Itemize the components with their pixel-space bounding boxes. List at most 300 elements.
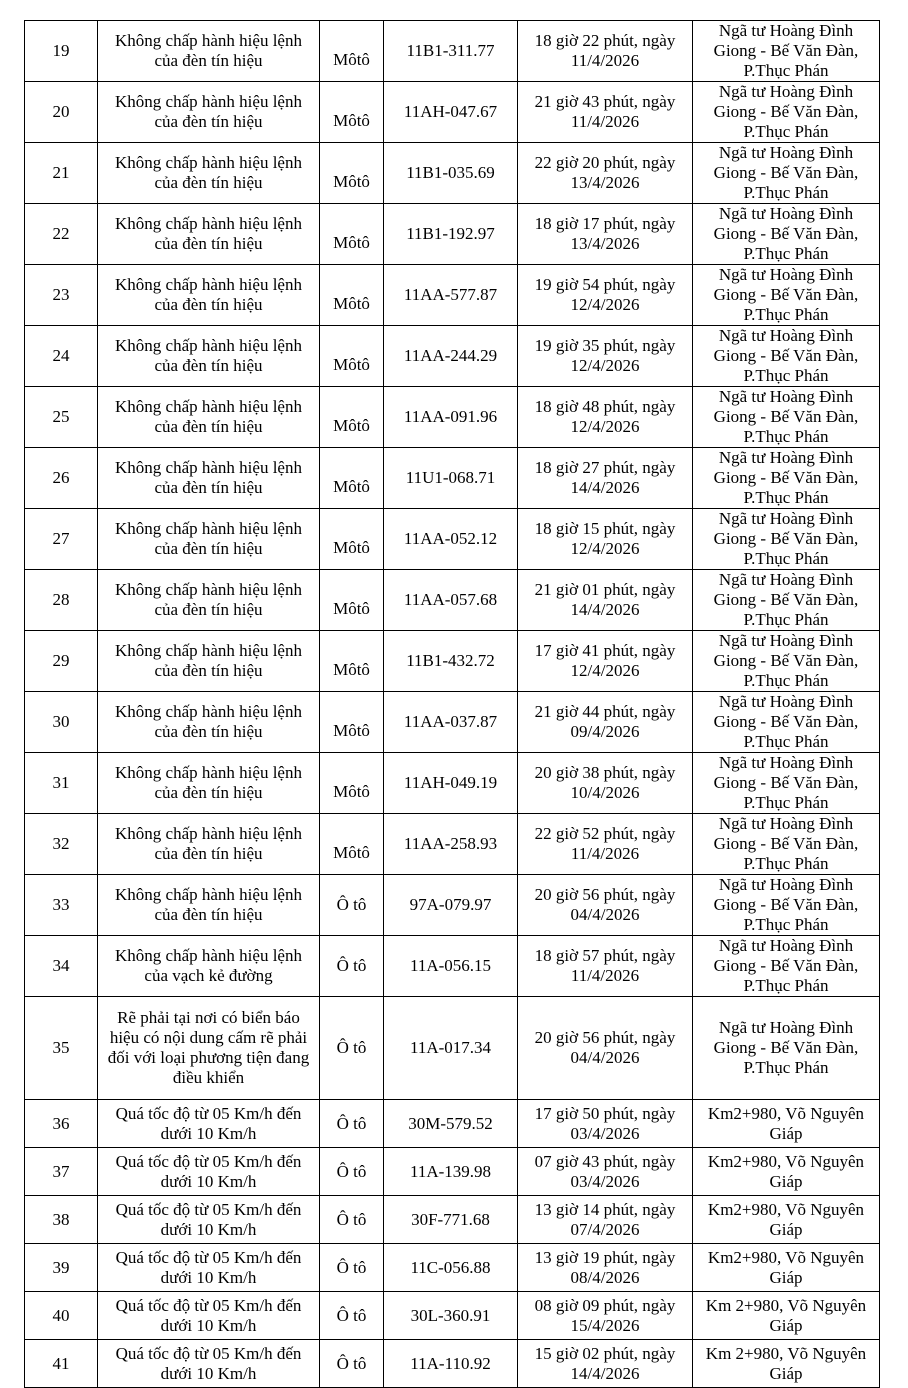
license-plate: 97A-079.97 — [409, 895, 492, 914]
violation-description: Rẽ phải tại nơi có biển báo hiệu có nội dung cấm rẽ phải đối với loại phương tiện đang điều khiển — [107, 1008, 310, 1087]
row-number: 29 — [52, 651, 70, 670]
violation-location-cell — [693, 570, 880, 631]
violation-description-cell — [98, 814, 320, 875]
vehicle-type-cell — [320, 82, 384, 143]
vehicle-type-cell — [320, 387, 384, 448]
violation-time-cell — [518, 570, 693, 631]
violation-location: Ngã tư Hoàng Đình Giong - Bế Văn Đàn, P.Thục Phán — [713, 753, 859, 812]
vehicle-type-cell — [320, 692, 384, 753]
violation-description-cell — [98, 21, 320, 82]
vehicle-type-cell — [320, 448, 384, 509]
violation-time: 20 giờ 56 phút, ngày 04/4/2026 — [534, 885, 676, 924]
row-number-cell — [25, 570, 98, 631]
row-number-cell — [25, 509, 98, 570]
violation-location: Ngã tư Hoàng Đình Giong - Bế Văn Đàn, P.Thục Phán — [713, 21, 859, 80]
violation-description-cell — [98, 82, 320, 143]
row-number: 27 — [52, 529, 70, 548]
vehicle-type-cell — [320, 753, 384, 814]
violation-description-cell — [98, 1340, 320, 1388]
vehicle-type-cell — [320, 997, 384, 1100]
violation-description: Không chấp hành hiệu lệnh của đèn tín hiệu — [115, 885, 302, 924]
table-row — [25, 875, 880, 936]
vehicle-type-cell — [320, 631, 384, 692]
license-plate: 11A-139.98 — [409, 1161, 492, 1181]
table-row — [25, 1340, 880, 1388]
row-number-cell — [25, 1340, 98, 1388]
violation-time-cell — [518, 692, 693, 753]
violation-location: Ngã tư Hoàng Đình Giong - Bế Văn Đàn, P.Thục Phán — [713, 631, 859, 690]
vehicle-type-cell — [320, 265, 384, 326]
violation-location-cell — [693, 1340, 880, 1388]
violation-time: 13 giờ 19 phút, ngày 08/4/2026 — [534, 1247, 676, 1287]
table-row — [25, 1292, 880, 1340]
license-plate-cell — [384, 753, 518, 814]
vehicle-type-cell — [320, 509, 384, 570]
violation-location: Ngã tư Hoàng Đình Giong - Bế Văn Đàn, P.Thục Phán — [713, 204, 859, 263]
vehicle-type-cell — [320, 1196, 384, 1244]
row-number-cell — [25, 936, 98, 997]
violation-description-cell — [98, 1244, 320, 1292]
row-number-cell — [25, 448, 98, 509]
violation-time: 22 giờ 20 phút, ngày 13/4/2026 — [534, 153, 676, 192]
violation-location-cell — [693, 265, 880, 326]
violation-location: Km2+980, Võ Nguyên Giáp — [707, 1151, 865, 1191]
violation-description-cell — [98, 570, 320, 631]
license-plate: 11U1-068.71 — [405, 468, 496, 487]
violation-time-cell — [518, 82, 693, 143]
violation-time-cell — [518, 1340, 693, 1388]
violation-location: Ngã tư Hoàng Đình Giong - Bế Văn Đàn, P.Thục Phán — [713, 509, 859, 568]
license-plate-cell — [384, 82, 518, 143]
table-row — [25, 1244, 880, 1292]
table-row — [25, 1196, 880, 1244]
violation-location-cell — [693, 753, 880, 814]
violation-time: 15 giờ 02 phút, ngày 14/4/2026 — [534, 1343, 676, 1383]
license-plate-cell — [384, 448, 518, 509]
vehicle-type: Ô tô — [336, 1113, 367, 1133]
violation-time-cell — [518, 1100, 693, 1148]
violation-location: Ngã tư Hoàng Đình Giong - Bế Văn Đàn, P.Thục Phán — [713, 265, 859, 324]
table-row — [25, 936, 880, 997]
vehicle-type: Môtô — [333, 782, 370, 801]
vehicle-type: Ô tô — [336, 1209, 367, 1229]
violation-location-cell — [693, 936, 880, 997]
vehicle-type-cell — [320, 326, 384, 387]
violation-time: 18 giờ 57 phút, ngày 11/4/2026 — [534, 946, 676, 985]
vehicle-type: Ô tô — [336, 1161, 367, 1181]
violation-time-cell — [518, 204, 693, 265]
license-plate: 11AA-057.68 — [403, 590, 498, 609]
violation-time-cell — [518, 631, 693, 692]
violation-time-cell — [518, 1292, 693, 1340]
violation-location: Ngã tư Hoàng Đình Giong - Bế Văn Đàn, P.Thục Phán — [713, 448, 859, 507]
license-plate-cell — [384, 1340, 518, 1388]
violation-description-cell — [98, 997, 320, 1100]
violation-time-cell — [518, 509, 693, 570]
row-number-cell — [25, 631, 98, 692]
violation-description: Không chấp hành hiệu lệnh của đèn tín hiệu — [115, 763, 302, 802]
license-plate: 11A-017.34 — [409, 1038, 492, 1057]
vehicle-type: Ô tô — [336, 1305, 367, 1325]
vehicle-type: Môtô — [333, 599, 370, 618]
violations-table-body — [25, 21, 880, 1388]
violation-location-cell — [693, 1100, 880, 1148]
violation-description-cell — [98, 265, 320, 326]
vehicle-type-cell — [320, 936, 384, 997]
vehicle-type: Ô tô — [336, 1038, 367, 1057]
table-row — [25, 326, 880, 387]
violation-location: Ngã tư Hoàng Đình Giong - Bế Văn Đàn, P.Thục Phán — [713, 326, 859, 385]
vehicle-type: Môtô — [333, 355, 370, 374]
violation-location: Ngã tư Hoàng Đình Giong - Bế Văn Đàn, P.Thục Phán — [713, 936, 859, 995]
violation-description-cell — [98, 1148, 320, 1196]
table-row — [25, 997, 880, 1100]
license-plate: 11AH-049.19 — [403, 773, 498, 792]
license-plate: 11AA-577.87 — [403, 285, 498, 304]
row-number: 31 — [52, 773, 70, 792]
violation-description-cell — [98, 753, 320, 814]
license-plate: 11AA-037.87 — [403, 712, 498, 731]
table-row — [25, 204, 880, 265]
violation-description-cell — [98, 326, 320, 387]
violation-time: 08 giờ 09 phút, ngày 15/4/2026 — [534, 1295, 676, 1335]
license-plate: 11B1-192.97 — [406, 224, 495, 243]
violation-description: Không chấp hành hiệu lệnh của đèn tín hiệu — [115, 153, 302, 192]
violation-location-cell — [693, 143, 880, 204]
violation-description-cell — [98, 448, 320, 509]
violation-location: Ngã tư Hoàng Đình Giong - Bế Văn Đàn, P.Thục Phán — [713, 143, 859, 202]
license-plate-cell — [384, 1148, 518, 1196]
row-number: 23 — [52, 285, 70, 304]
violation-description-cell — [98, 143, 320, 204]
row-number: 40 — [52, 1305, 70, 1325]
violation-time: 18 giờ 17 phút, ngày 13/4/2026 — [534, 214, 676, 253]
violation-location: Km 2+980, Võ Nguyên Giáp — [705, 1295, 867, 1335]
violation-time-cell — [518, 21, 693, 82]
row-number: 25 — [52, 407, 70, 426]
license-plate-cell — [384, 936, 518, 997]
license-plate: 11B1-035.69 — [406, 163, 495, 182]
violation-time: 20 giờ 56 phút, ngày 04/4/2026 — [534, 1028, 676, 1067]
row-number: 36 — [52, 1113, 70, 1133]
violation-location-cell — [693, 204, 880, 265]
violation-description: Không chấp hành hiệu lệnh của đèn tín hiệu — [115, 31, 302, 70]
row-number: 35 — [52, 1038, 70, 1057]
table-row — [25, 509, 880, 570]
row-number: 33 — [52, 895, 70, 914]
vehicle-type: Môtô — [333, 538, 370, 557]
vehicle-type: Ô tô — [336, 1257, 367, 1277]
row-number: 22 — [52, 224, 70, 243]
violation-location-cell — [693, 1196, 880, 1244]
row-number: 41 — [52, 1353, 70, 1373]
row-number-cell — [25, 387, 98, 448]
row-number: 38 — [52, 1209, 70, 1229]
violation-time: 13 giờ 14 phút, ngày 07/4/2026 — [534, 1199, 676, 1239]
row-number-cell — [25, 1292, 98, 1340]
vehicle-type: Ô tô — [336, 1353, 367, 1373]
violation-time-cell — [518, 1244, 693, 1292]
vehicle-type-cell — [320, 143, 384, 204]
violation-description-cell — [98, 875, 320, 936]
violation-description: Không chấp hành hiệu lệnh của đèn tín hiệu — [115, 397, 302, 436]
vehicle-type: Môtô — [333, 233, 370, 252]
violation-location: Ngã tư Hoàng Đình Giong - Bế Văn Đàn, P.Thục Phán — [713, 692, 859, 751]
violation-time: 20 giờ 38 phút, ngày 10/4/2026 — [534, 763, 676, 802]
license-plate-cell — [384, 265, 518, 326]
violation-location-cell — [693, 814, 880, 875]
row-number: 30 — [52, 712, 70, 731]
violation-time: 17 giờ 50 phút, ngày 03/4/2026 — [534, 1103, 676, 1143]
license-plate: 11B1-311.77 — [406, 41, 495, 60]
license-plate: 30F-771.68 — [411, 1209, 490, 1229]
violation-time-cell — [518, 387, 693, 448]
vehicle-type-cell — [320, 1292, 384, 1340]
violation-description: Không chấp hành hiệu lệnh của đèn tín hiệu — [115, 458, 302, 497]
violation-location-cell — [693, 387, 880, 448]
vehicle-type: Môtô — [333, 660, 370, 679]
violation-location: Km2+980, Võ Nguyên Giáp — [707, 1247, 865, 1287]
violation-description: Quá tốc độ từ 05 Km/h đến dưới 10 Km/h — [115, 1103, 302, 1143]
violation-time-cell — [518, 997, 693, 1100]
vehicle-type-cell — [320, 814, 384, 875]
violation-time: 18 giờ 15 phút, ngày 12/4/2026 — [534, 519, 676, 558]
license-plate: 30M-579.52 — [408, 1113, 493, 1133]
license-plate-cell — [384, 509, 518, 570]
violation-time: 18 giờ 48 phút, ngày 12/4/2026 — [534, 397, 676, 436]
violation-location-cell — [693, 82, 880, 143]
license-plate: 11AA-244.29 — [403, 346, 498, 365]
table-row — [25, 82, 880, 143]
vehicle-type: Môtô — [333, 477, 370, 496]
license-plate-cell — [384, 1100, 518, 1148]
violation-time-cell — [518, 1148, 693, 1196]
violation-time: 07 giờ 43 phút, ngày 03/4/2026 — [534, 1151, 676, 1191]
violation-description: Không chấp hành hiệu lệnh của đèn tín hiệu — [115, 580, 302, 619]
violation-description: Không chấp hành hiệu lệnh của đèn tín hiệu — [115, 336, 302, 375]
row-number: 20 — [52, 102, 70, 121]
violation-time: 18 giờ 27 phút, ngày 14/4/2026 — [534, 458, 676, 497]
license-plate-cell — [384, 1196, 518, 1244]
violation-time-cell — [518, 326, 693, 387]
vehicle-type: Môtô — [333, 294, 370, 313]
table-row — [25, 448, 880, 509]
license-plate: 11AA-091.96 — [403, 407, 498, 426]
vehicle-type: Môtô — [333, 50, 370, 69]
row-number-cell — [25, 1196, 98, 1244]
row-number-cell — [25, 82, 98, 143]
violations-table — [24, 20, 880, 1388]
violation-description-cell — [98, 631, 320, 692]
violation-description-cell — [98, 936, 320, 997]
violation-description: Quá tốc độ từ 05 Km/h đến dưới 10 Km/h — [115, 1295, 302, 1335]
violation-location-cell — [693, 21, 880, 82]
violation-location: Ngã tư Hoàng Đình Giong - Bế Văn Đàn, P.Thục Phán — [713, 570, 859, 629]
violation-time: 21 giờ 01 phút, ngày 14/4/2026 — [534, 580, 676, 619]
violation-time-cell — [518, 265, 693, 326]
vehicle-type: Môtô — [333, 172, 370, 191]
violation-time: 17 giờ 41 phút, ngày 12/4/2026 — [534, 641, 676, 680]
violation-location: Ngã tư Hoàng Đình Giong - Bế Văn Đàn, P.Thục Phán — [713, 82, 859, 141]
vehicle-type-cell — [320, 1244, 384, 1292]
license-plate-cell — [384, 204, 518, 265]
violation-description: Không chấp hành hiệu lệnh của đèn tín hiệu — [115, 275, 302, 314]
row-number-cell — [25, 692, 98, 753]
license-plate-cell — [384, 570, 518, 631]
violation-location: Ngã tư Hoàng Đình Giong - Bế Văn Đàn, P.Thục Phán — [713, 387, 859, 446]
license-plate: 11AH-047.67 — [403, 102, 498, 121]
violation-description-cell — [98, 387, 320, 448]
violation-location: Km2+980, Võ Nguyên Giáp — [707, 1199, 865, 1239]
license-plate: 11A-056.15 — [409, 956, 492, 975]
violation-location-cell — [693, 631, 880, 692]
table-row — [25, 692, 880, 753]
violation-time: 21 giờ 44 phút, ngày 09/4/2026 — [534, 702, 676, 741]
violation-description: Không chấp hành hiệu lệnh của đèn tín hiệu — [115, 702, 302, 741]
vehicle-type: Môtô — [333, 843, 370, 862]
violation-description: Quá tốc độ từ 05 Km/h đến dưới 10 Km/h — [115, 1199, 302, 1239]
license-plate: 30L-360.91 — [410, 1305, 491, 1325]
violation-location-cell — [693, 1292, 880, 1340]
license-plate: 11AA-258.93 — [403, 834, 498, 853]
row-number-cell — [25, 1100, 98, 1148]
license-plate: 11B1-432.72 — [406, 651, 495, 670]
violation-location: Km2+980, Võ Nguyên Giáp — [707, 1103, 865, 1143]
violation-location-cell — [693, 997, 880, 1100]
vehicle-type: Môtô — [333, 721, 370, 740]
violation-location: Ngã tư Hoàng Đình Giong - Bế Văn Đàn, P.Thục Phán — [713, 814, 859, 873]
violation-location-cell — [693, 448, 880, 509]
violation-description: Không chấp hành hiệu lệnh của đèn tín hiệu — [115, 824, 302, 863]
violation-location-cell — [693, 326, 880, 387]
violation-time: 22 giờ 52 phút, ngày 11/4/2026 — [534, 824, 676, 863]
table-row — [25, 570, 880, 631]
violation-time-cell — [518, 1196, 693, 1244]
violation-description-cell — [98, 1100, 320, 1148]
violation-location-cell — [693, 1148, 880, 1196]
table-row — [25, 814, 880, 875]
vehicle-type-cell — [320, 1100, 384, 1148]
vehicle-type: Môtô — [333, 111, 370, 130]
violation-description: Không chấp hành hiệu lệnh của đèn tín hiệu — [115, 641, 302, 680]
vehicle-type-cell — [320, 21, 384, 82]
violation-description-cell — [98, 692, 320, 753]
row-number-cell — [25, 143, 98, 204]
license-plate-cell — [384, 387, 518, 448]
license-plate-cell — [384, 997, 518, 1100]
table-row — [25, 1148, 880, 1196]
violation-description: Không chấp hành hiệu lệnh của vạch kẻ đường — [115, 946, 302, 985]
license-plate-cell — [384, 326, 518, 387]
violation-location-cell — [693, 1244, 880, 1292]
license-plate-cell — [384, 21, 518, 82]
row-number-cell — [25, 326, 98, 387]
license-plate: 11C-056.88 — [410, 1257, 491, 1277]
violation-description: Quá tốc độ từ 05 Km/h đến dưới 10 Km/h — [115, 1343, 302, 1383]
license-plate: 11A-110.92 — [410, 1353, 491, 1373]
violation-time: 19 giờ 35 phút, ngày 12/4/2026 — [534, 336, 676, 375]
vehicle-type: Ô tô — [336, 956, 367, 975]
row-number-cell — [25, 21, 98, 82]
violation-time: 19 giờ 54 phút, ngày 12/4/2026 — [534, 275, 676, 314]
row-number: 21 — [52, 163, 70, 182]
license-plate-cell — [384, 143, 518, 204]
violation-time-cell — [518, 936, 693, 997]
violation-description: Không chấp hành hiệu lệnh của đèn tín hiệu — [115, 519, 302, 558]
violation-location-cell — [693, 692, 880, 753]
violation-time-cell — [518, 814, 693, 875]
row-number-cell — [25, 875, 98, 936]
license-plate-cell — [384, 1244, 518, 1292]
license-plate-cell — [384, 875, 518, 936]
violation-time-cell — [518, 448, 693, 509]
table-row — [25, 265, 880, 326]
violation-description: Quá tốc độ từ 05 Km/h đến dưới 10 Km/h — [115, 1151, 302, 1191]
license-plate-cell — [384, 692, 518, 753]
row-number: 37 — [52, 1161, 70, 1181]
table-row — [25, 387, 880, 448]
row-number-cell — [25, 753, 98, 814]
vehicle-type-cell — [320, 1340, 384, 1388]
license-plate-cell — [384, 814, 518, 875]
violation-time-cell — [518, 143, 693, 204]
license-plate-cell — [384, 631, 518, 692]
row-number-cell — [25, 814, 98, 875]
violation-description-cell — [98, 204, 320, 265]
table-row — [25, 1100, 880, 1148]
vehicle-type-cell — [320, 204, 384, 265]
row-number-cell — [25, 204, 98, 265]
violation-location: Km 2+980, Võ Nguyên Giáp — [705, 1343, 867, 1383]
license-plate: 11AA-052.12 — [403, 529, 498, 548]
row-number: 26 — [52, 468, 70, 487]
violation-description-cell — [98, 1196, 320, 1244]
row-number: 19 — [52, 41, 70, 60]
violation-description: Không chấp hành hiệu lệnh của đèn tín hiệu — [115, 92, 302, 131]
row-number-cell — [25, 265, 98, 326]
violation-location-cell — [693, 875, 880, 936]
row-number-cell — [25, 1148, 98, 1196]
violation-time-cell — [518, 753, 693, 814]
violation-time: 21 giờ 43 phút, ngày 11/4/2026 — [534, 92, 676, 131]
row-number: 28 — [52, 590, 70, 609]
vehicle-type-cell — [320, 1148, 384, 1196]
vehicle-type-cell — [320, 570, 384, 631]
vehicle-type: Môtô — [333, 416, 370, 435]
vehicle-type: Ô tô — [336, 895, 367, 914]
row-number-cell — [25, 1244, 98, 1292]
license-plate-cell — [384, 1292, 518, 1340]
violation-description: Không chấp hành hiệu lệnh của đèn tín hiệu — [115, 214, 302, 253]
row-number: 39 — [52, 1257, 70, 1277]
violation-location: Ngã tư Hoàng Đình Giong - Bế Văn Đàn, P.Thục Phán — [713, 1018, 859, 1077]
table-row — [25, 631, 880, 692]
table-row — [25, 143, 880, 204]
violation-description-cell — [98, 1292, 320, 1340]
violation-description: Quá tốc độ từ 05 Km/h đến dưới 10 Km/h — [115, 1247, 302, 1287]
table-row — [25, 753, 880, 814]
row-number: 34 — [52, 956, 70, 975]
violation-description-cell — [98, 509, 320, 570]
table-row — [25, 21, 880, 82]
violation-location: Ngã tư Hoàng Đình Giong - Bế Văn Đàn, P.Thục Phán — [713, 875, 859, 934]
vehicle-type-cell — [320, 875, 384, 936]
row-number: 24 — [52, 346, 70, 365]
row-number: 32 — [52, 834, 70, 853]
violation-location-cell — [693, 509, 880, 570]
violation-time: 18 giờ 22 phút, ngày 11/4/2026 — [534, 31, 676, 70]
row-number-cell — [25, 997, 98, 1100]
